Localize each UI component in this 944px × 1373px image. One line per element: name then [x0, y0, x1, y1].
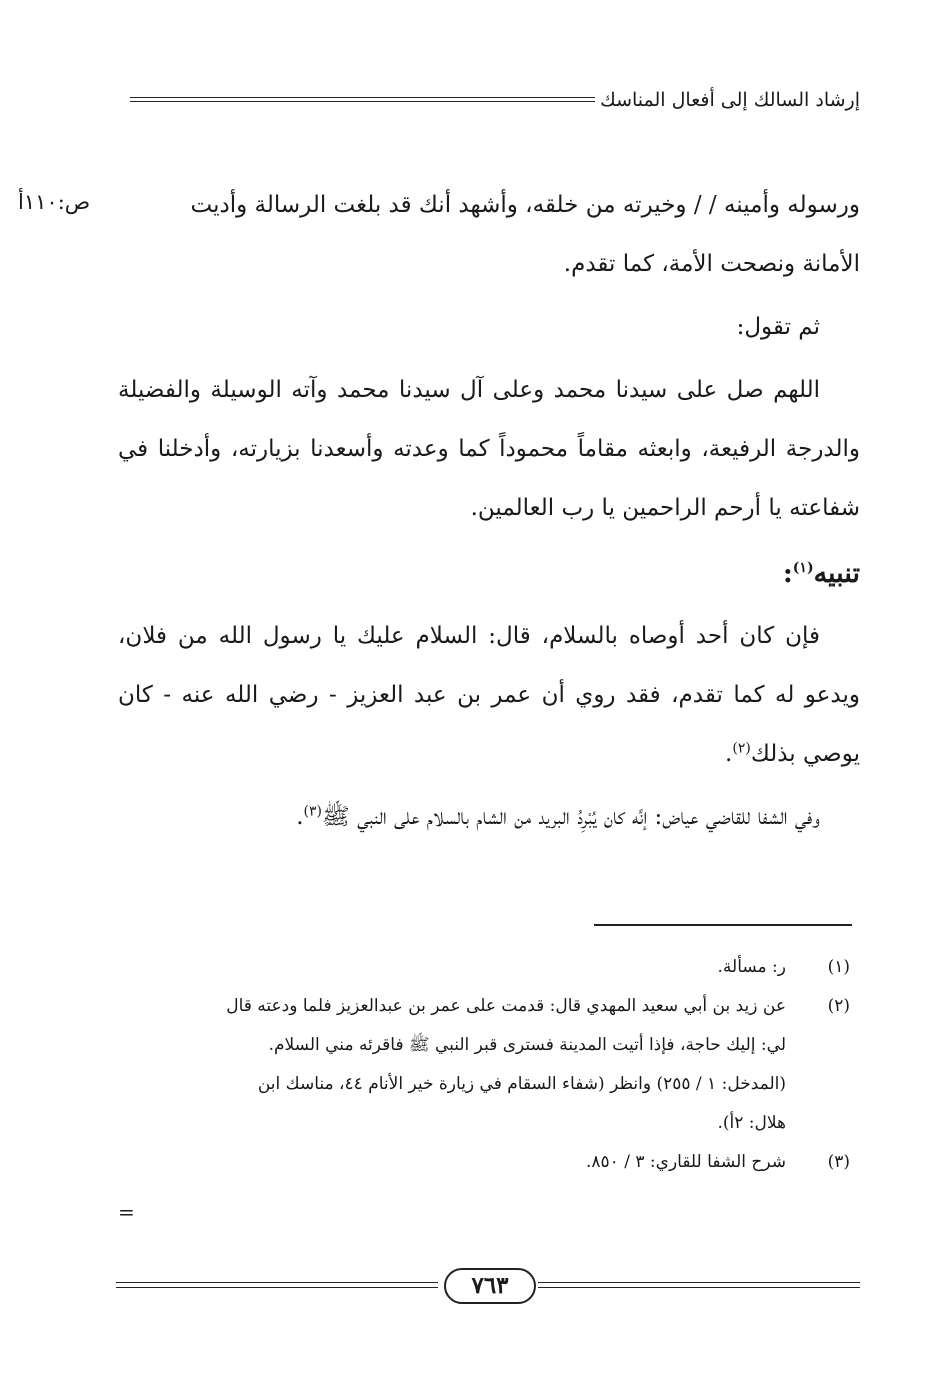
- then-say-line: ثم تقول:: [736, 314, 820, 340]
- shifa-paragraph: [118, 788, 860, 847]
- footnote-ref-1: (١): [792, 560, 814, 576]
- footnote-ref-3: (٣): [303, 803, 322, 820]
- footer-rule-right: [538, 1282, 860, 1288]
- footnote-text: [116, 987, 786, 1143]
- footnote-text: [116, 1143, 786, 1182]
- notice-paragraph-end: .: [725, 741, 733, 767]
- section-heading-colon: :: [782, 558, 793, 589]
- footnote-line: لي: إليك حاجة، فإذا أتيت المدينة فسترى قبر النبي ﷺ فاقرئه مني السلام.: [268, 1035, 786, 1055]
- paragraph-continuation: [118, 176, 860, 294]
- page-number: ٧٦٣: [444, 1268, 536, 1304]
- prayer-paragraph: اللهم صل على سيدنا محمد وعلى آل سيدنا محمد وآته الوسيلة والفضيلة والدرجة الرفيعة، وابعثه مقاماً محموداً كما وعدته وأسعدنا بزيارته، وأدخلنا في شفاعته يا أرحم الراحمين يا رب العالمين.: [118, 377, 860, 521]
- footnote-1: [116, 948, 850, 987]
- footnote-line: ر: مسألة.: [717, 957, 786, 977]
- shifa-paragraph-end: .: [296, 804, 304, 830]
- running-header: [130, 86, 860, 116]
- notice-paragraph-text: فإن كان أحد أوصاه بالسلام، قال: السلام عليك يا رسول الله من فلان، ويدعو له كما تقدم، فقد روي أن عمر بن عبد العزيز - رضي الله عنه - كان يوصي بذلك: [118, 623, 860, 767]
- book-title: إرشاد السالك إلى أفعال المناسك: [600, 89, 860, 111]
- footnote-number: (٣): [827, 1152, 850, 1172]
- footnote-text: [116, 948, 786, 987]
- footnote-3: [116, 1143, 850, 1182]
- footnote-line: شرح الشفا للقاري: ٣ / ٨٥٠.: [586, 1152, 786, 1172]
- continuation-mark: =: [118, 1200, 135, 1224]
- paragraph-continuation-line-1: ورسوله وأمينه / / وخيرته من خلقه، وأشهد أنك قد بلغت الرسالة وأديت: [190, 192, 860, 218]
- paragraph-continuation-line-2: الأمانة ونصحت الأمة، كما تقدم.: [563, 251, 860, 277]
- footnote-line: عن زيد بن أبي سعيد المهدي قال: قدمت على عمر بن عبدالعزيز فلما ودعته قال: [226, 996, 786, 1016]
- header-rule: [130, 97, 595, 102]
- section-heading: [118, 544, 860, 603]
- main-text: [118, 176, 860, 847]
- footer-rule-left: [116, 1282, 438, 1288]
- shifa-paragraph-text: وفي الشفا للقاضي عياض: إنَّه كان يُبْرِدُ البريد من الشام بالسلام على النبي ﷺ: [322, 804, 820, 830]
- footnotes: [116, 948, 850, 1182]
- footnote-number: (١): [827, 957, 850, 977]
- footnote-separator: [594, 924, 852, 926]
- page-footer: [116, 1268, 860, 1308]
- manuscript-folio-reference: ص:١١٠أ: [18, 190, 91, 214]
- footnote-ref-2: (٢): [732, 740, 751, 757]
- footnote-line: (المدخل: ١ / ٢٥٥) وانظر (شفاء السقام في زيارة خير الأنام ٤٤، مناسك ابن: [257, 1074, 786, 1094]
- section-heading-text: تنبيه: [813, 558, 860, 589]
- footnote-2: [116, 987, 850, 1143]
- footnote-line: هلال: ٢أ).: [717, 1113, 786, 1133]
- notice-paragraph: [118, 607, 860, 784]
- footnote-number: (٢): [827, 996, 850, 1016]
